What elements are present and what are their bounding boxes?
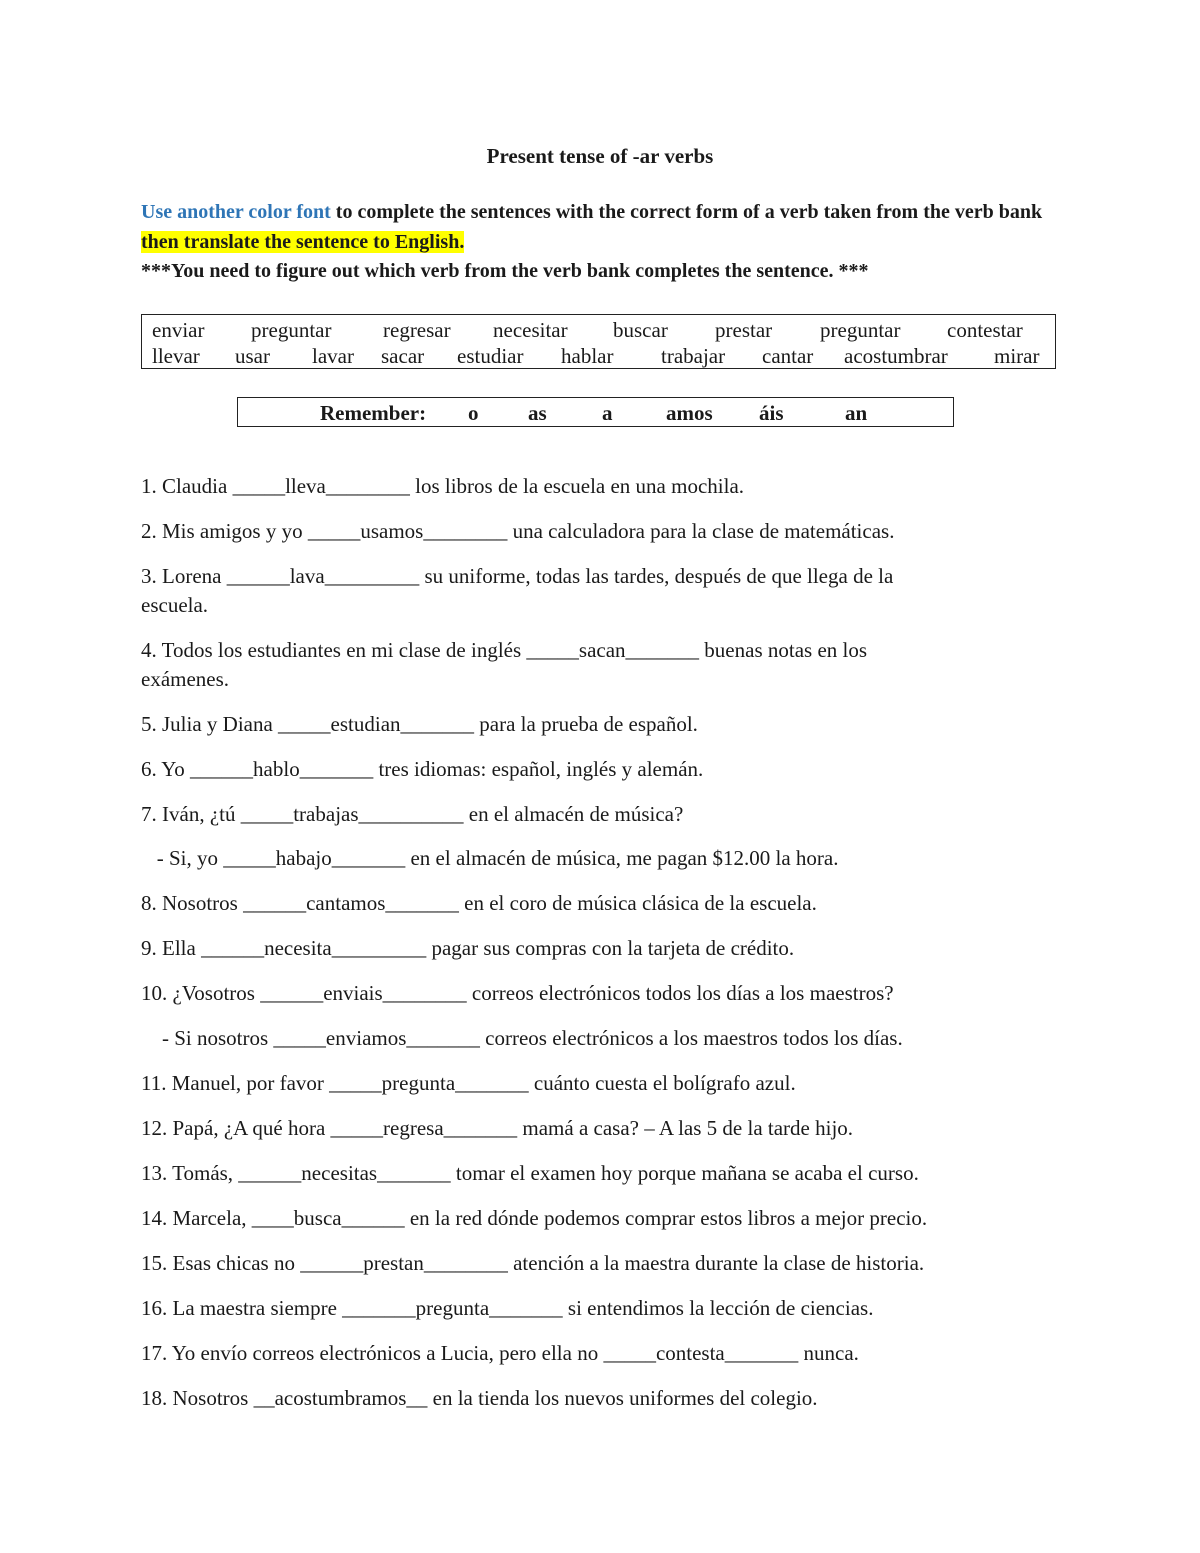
sentence-item: 1. Claudia _____lleva________ los libros de la escuela en una mochila.	[141, 474, 745, 498]
remember-ending: a	[602, 401, 613, 425]
verb-bank-word: acostumbrar	[844, 344, 948, 368]
sentence-item: 10. ¿Vosotros ______enviais________ correos electrónicos todos los días a los maestros?	[141, 981, 894, 1005]
sentence-continuation: escuela.	[141, 593, 209, 617]
sentence-item: 2. Mis amigos y yo _____usamos________ una calculadora para la clase de matemáticas.	[141, 519, 895, 543]
verb-bank-word: contestar	[947, 318, 1023, 342]
sentence-item: 11. Manuel, por favor _____pregunta_______ cuánto cuesta el bolígrafo azul.	[141, 1071, 796, 1095]
instructions-highlight: then translate the sentence to English.	[141, 230, 465, 253]
page-title: Present tense of -ar verbs	[486, 144, 714, 168]
verb-bank-word: preguntar	[251, 318, 332, 342]
sentence-item: 8. Nosotros ______cantamos_______ en el coro de música clásica de la escuela.	[141, 891, 817, 915]
remember-ending: o	[468, 401, 479, 425]
verb-bank-word: prestar	[715, 318, 773, 342]
remember-box	[237, 397, 954, 427]
verb-bank-word: enviar	[152, 318, 205, 342]
verb-bank-word: cantar	[762, 344, 814, 368]
sentence-item: 4. Todos los estudiantes en mi clase de inglés _____sacan_______ buenas notas en los	[141, 638, 868, 662]
instructions-blue-text: Use another color font	[141, 201, 331, 223]
sentence-item: 18. Nosotros __acostumbramos__ en la tienda los nuevos uniformes del colegio.	[141, 1386, 818, 1410]
sentence-item: 3. Lorena ______lava_________ su uniforme, todas las tardes, después de que llega de la	[141, 564, 894, 588]
sentence-item: 9. Ella ______necesita_________ pagar sus compras con la tarjeta de crédito.	[141, 936, 795, 960]
remember-ending: áis	[759, 401, 784, 425]
verb-bank-word: mirar	[994, 344, 1040, 368]
remember-ending: as	[528, 401, 547, 425]
sentence-item: 12. Papá, ¿A qué hora _____regresa_______ mamá a casa? – A las 5 de la tarde hijo.	[141, 1116, 854, 1140]
sentence-item: 15. Esas chicas no ______prestan________ atención a la maestra durante la clase de historia.	[141, 1251, 925, 1275]
verb-bank-word: sacar	[381, 344, 425, 368]
sentence-subitem: - Si nosotros _____enviamos_______ correos electrónicos a los maestros todos los días.	[141, 1026, 903, 1050]
sentence-item: 14. Marcela, ____busca______ en la red dónde podemos comprar estos libros a mejor precio.	[141, 1206, 928, 1230]
remember-ending: amos	[666, 401, 713, 425]
sentence-item: 7. Iván, ¿tú _____trabajas__________ en el almacén de música?	[141, 802, 684, 826]
verb-bank-word: trabajar	[661, 344, 726, 368]
remember-label: Remember:	[320, 401, 427, 425]
sentence-continuation: exámenes.	[141, 667, 230, 691]
verb-bank	[141, 314, 1056, 369]
verb-bank-word: llevar	[152, 344, 200, 368]
verb-bank-word: regresar	[383, 318, 451, 342]
instructions-text: to complete the sentences with the correct form of a verb taken from the verb bank	[330, 201, 1043, 223]
sentence-item: 5. Julia y Diana _____estudian_______ para la prueba de español.	[141, 712, 698, 736]
verb-bank-word: preguntar	[820, 318, 901, 342]
verb-bank-word: hablar	[561, 344, 614, 368]
sentence-item: 17. Yo envío correos electrónicos a Lucia, pero ella no _____contesta_______ nunca.	[141, 1341, 859, 1365]
verb-bank-word: necesitar	[493, 318, 568, 342]
remember-ending: an	[845, 401, 868, 425]
sentence-item: 16. La maestra siempre _______pregunta_______ si entendimos la lección de ciencias.	[141, 1296, 874, 1320]
verb-bank-word: usar	[235, 344, 270, 368]
sentence-item: 6. Yo ______hablo_______ tres idiomas: español, inglés y alemán.	[141, 757, 704, 781]
sentence-item: 13. Tomás, ______necesitas_______ tomar el examen hoy porque mañana se acaba el curso.	[141, 1161, 919, 1185]
instructions-note: ***You need to figure out which verb from the verb bank completes the sentence. ***	[141, 260, 869, 282]
verb-bank-word: buscar	[613, 318, 668, 342]
verb-bank-word: lavar	[312, 344, 354, 368]
instructions	[141, 198, 1066, 287]
verb-bank-word: estudiar	[457, 344, 524, 368]
sentence-subitem: - Si, yo _____habajo_______ en el almacén de música, me pagan $12.00 la hora.	[141, 846, 839, 870]
